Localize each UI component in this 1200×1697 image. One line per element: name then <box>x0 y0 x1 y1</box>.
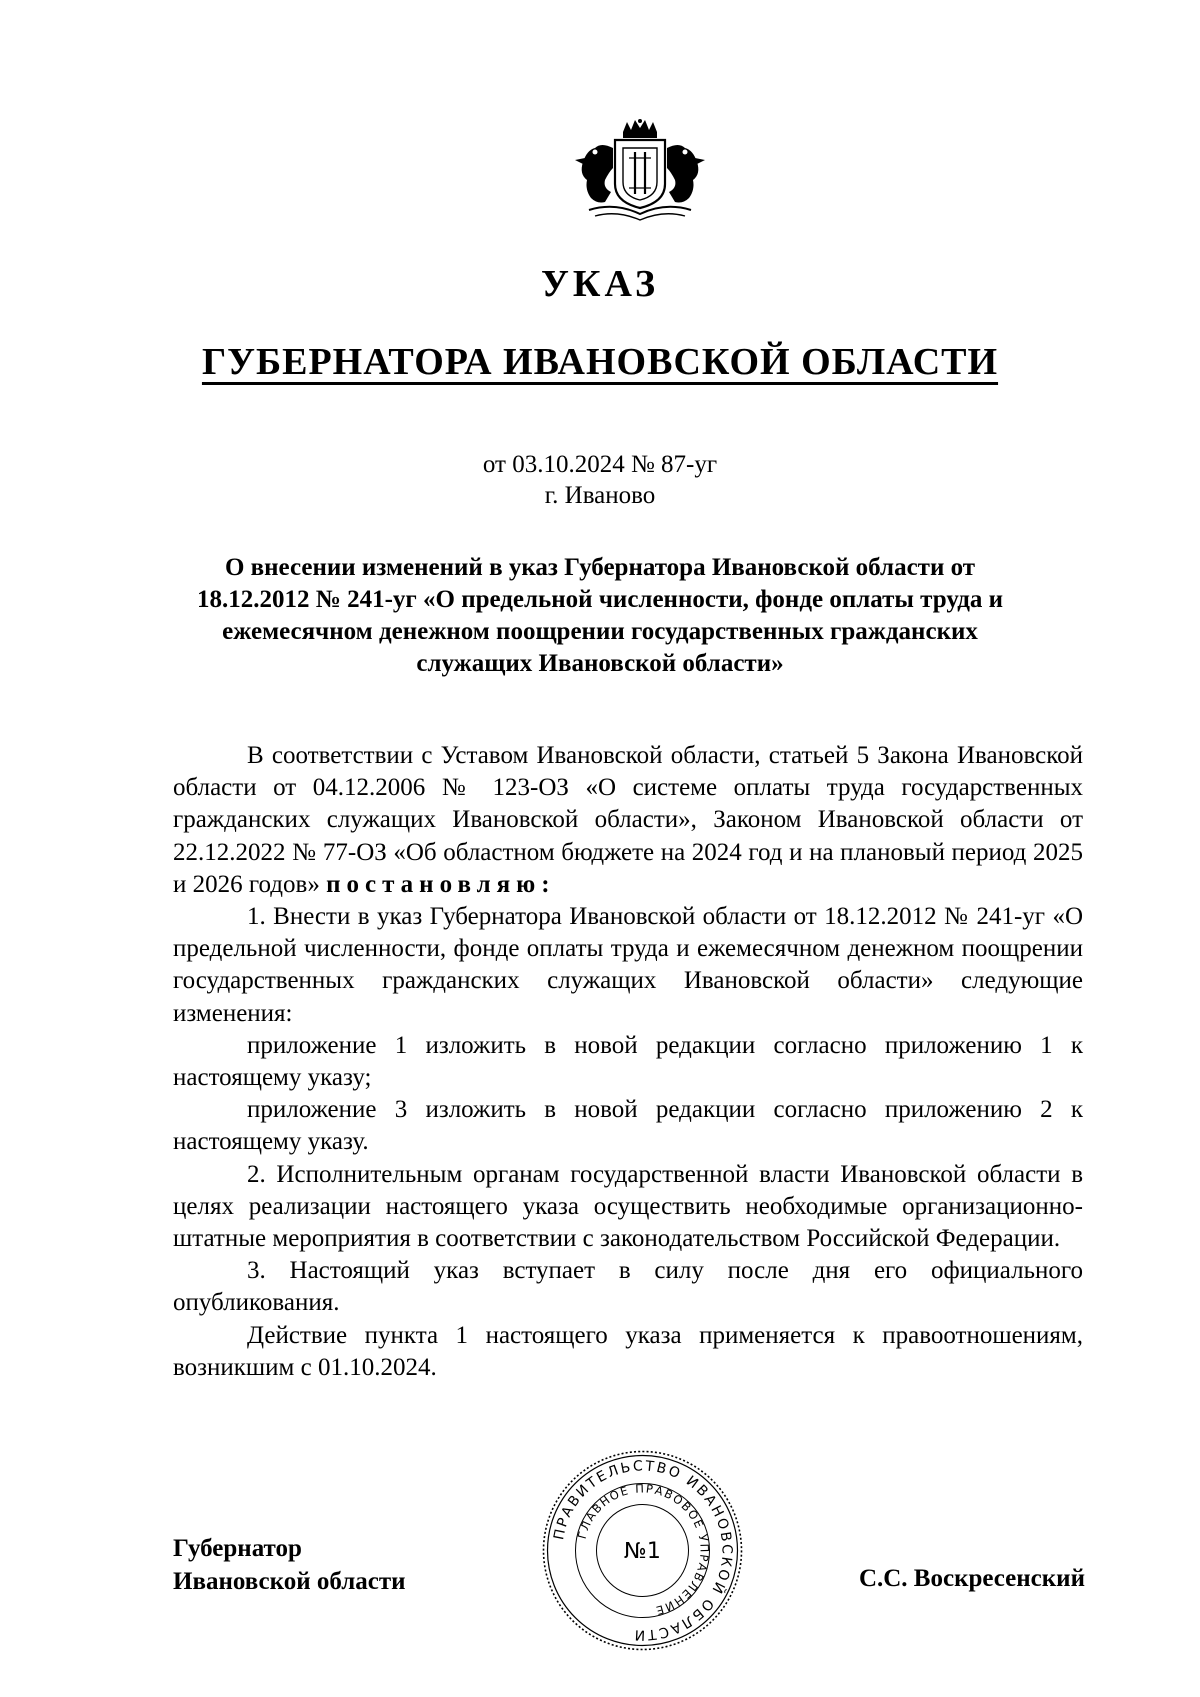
document-subject: О внесении изменений в указ Губернатора Ивановской области от 18.12.2012 № 241-уг «О предельной численности, фонде оплаты труда и ежемесячном денежном поощрении государственных гражданских служащих Ивановской области» <box>196 554 1004 677</box>
preamble-text: В соответствии с Уставом Ивановской области, статьей 5 Закона Ивановской области от 04.12.2006 № 123-ОЗ «О системе оплаты труда государственных гражданских служащих Ивановской области», Законом Ивановской области от 22.12.2022 № 77-ОЗ «Об областном бюджете на 2024 год и на плановый период 2025 и 2026 годов» <box>173 742 1083 898</box>
seal-inner-ring-text: ГЛАВНОЕ ПРАВОВОЕ УПРАВЛЕНИЕ <box>574 1481 712 1619</box>
issuing-authority <box>0 340 1200 384</box>
document-date-number: от 03.10.2024 № 87-уг <box>482 451 718 478</box>
signer-title-line1: Губернатор <box>173 1535 302 1562</box>
body-paragraph: Действие пункта 1 настоящего указа применяется к правоотношениям, возникшим с 01.10.2024. <box>173 1321 1083 1381</box>
official-seal <box>540 1448 745 1653</box>
coat-of-arms-emblem <box>565 118 715 222</box>
issuing-authority-text: ГУБЕРНАТОРА ИВАНОВСКОЙ ОБЛАСТИ <box>201 341 999 383</box>
seal-outer-ring-text: ПРАВИТЕЛЬСТВО ИВАНОВСКОЙ ОБЛАСТИ <box>551 1458 735 1643</box>
seal-number: №1 <box>624 1539 661 1564</box>
body-paragraph: 1. Внести в указ Губернатора Ивановской области от 18.12.2012 № 241-уг «О предельной численности, фонде оплаты труда и ежемесячном денежном поощрении государственных гражданских служащих Ивановской области» следующие изменения: <box>173 903 1083 1027</box>
signer-name: С.С. Воскресенский <box>858 1565 1085 1592</box>
body-paragraph: 2. Исполнительным органам государственной власти Ивановской области в целях реализации настоящего указа осуществить необходимые организационно-штатные мероприятия в соответствии с законодательством Российской Федерации. <box>173 1160 1083 1253</box>
body-paragraph: 3. Настоящий указ вступает в силу после дня его официального опубликования. <box>173 1257 1083 1317</box>
crown-icon <box>623 119 657 138</box>
signer-title <box>173 1532 406 1598</box>
document-city: г. Иваново <box>544 482 656 509</box>
body-paragraph: приложение 3 изложить в новой редакции согласно приложению 2 к настоящему указу. <box>173 1096 1083 1156</box>
signer-title-line2: Ивановской области <box>173 1568 406 1595</box>
eagle-supporter-icon <box>575 145 613 203</box>
body-paragraph: приложение 1 изложить в новой редакции согласно приложению 1 к настоящему указу; <box>173 1031 1083 1092</box>
decree-word: постановляю: <box>326 870 556 898</box>
document-title: УКАЗ <box>541 263 659 305</box>
preamble-paragraph <box>173 740 1083 901</box>
document-body <box>173 740 1083 1384</box>
eagle-supporter-icon <box>667 145 705 203</box>
shield-icon <box>615 140 665 208</box>
